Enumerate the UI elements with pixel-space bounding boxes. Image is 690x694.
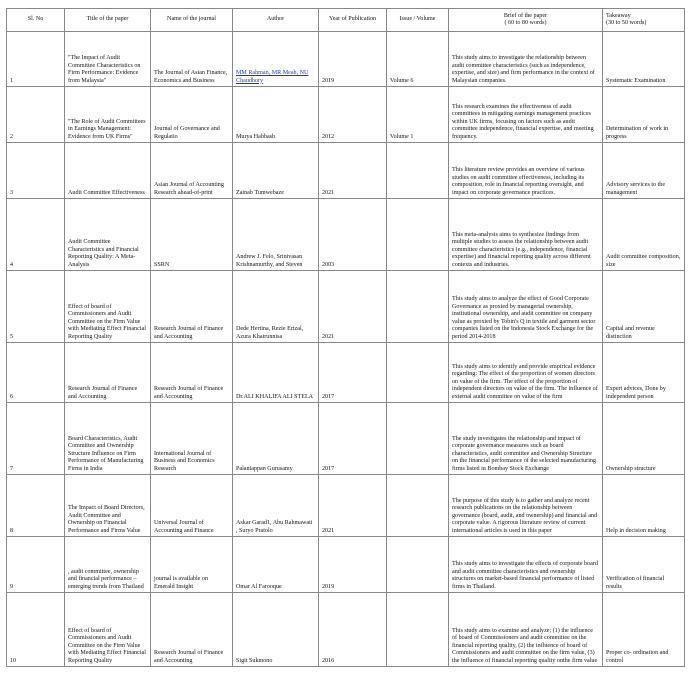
cell-year: 2012: [319, 87, 387, 143]
cell-title: "The Impact of Audit Committee Characteristics on Firm Performance: Evidence from Malaysia": [65, 32, 151, 87]
cell-journal: The Journal of Asian Finance, Economics and Business: [151, 32, 233, 87]
cell-author: Andrew J. Felo, Srinivasan Krishnamurthy, and Steven: [233, 199, 319, 271]
cell-brief: This study aims to examine and analyze; (1) the influence of board of Commissioners and audit committee on the financial reporting quality, (2) the influence of board of Commissioners and audit committee on the firm value, (3) the influence of financial reporting quality onthe firm value: [449, 593, 603, 667]
cell-journal: Asian Journal of Accounting Research ahead-of-print: [151, 143, 233, 199]
cell-sl-no: 1: [7, 32, 65, 87]
cell-takeaway: Audit committee composition, size: [603, 199, 685, 271]
cell-takeaway: Help in decision making: [603, 475, 685, 537]
cell-brief: The purpose of this study is to gather and analyze recent research publications on the relationship between governance (board, audit, and ownership) and financial and corporate value. A rigorous literature review of current international articles is used in this paper: [449, 475, 603, 537]
cell-title: , audit committee, ownership and financial performance – emerging trends from Thailand: [65, 537, 151, 593]
cell-year: 2003: [319, 199, 387, 271]
cell-author: Dr.ALI KHALIFA ALI STELA: [233, 343, 319, 403]
cell-journal: Research Journal of Finance and Accounting: [151, 343, 233, 403]
cell-journal: International Journal of Business and Economics Research: [151, 403, 233, 475]
header-issue: Issue / Volume: [387, 9, 449, 32]
cell-year: 2019: [319, 32, 387, 87]
cell-journal: SSRN: [151, 199, 233, 271]
cell-takeaway: Determination of work in progress: [603, 87, 685, 143]
cell-year: 2021: [319, 271, 387, 343]
cell-brief: This study aims to investigate the effects of corporate board and audit committee characteristics and ownership structures on market-based financial performance of listed firms in Thailand.: [449, 537, 603, 593]
cell-issue: [387, 199, 449, 271]
cell-issue: [387, 403, 449, 475]
literature-review-table: [6, 8, 685, 667]
cell-sl-no: 8: [7, 475, 65, 537]
cell-title: Research Journal of Finance and Accounting: [65, 343, 151, 403]
cell-brief: The study investigates the relationship and impact of corporate governance measures such as board characteristics, audit committee and Ownership Structure on the financial performance of the selected manufacturing firms listed in Bombay Stock Exchange: [449, 403, 603, 475]
cell-sl-no: 4: [7, 199, 65, 271]
cell-takeaway: Advisory services to the management: [603, 143, 685, 199]
table-row: [7, 87, 685, 143]
cell-author: Sigit Sukmono: [233, 593, 319, 667]
cell-takeaway: Capital and revenue distinction: [603, 271, 685, 343]
cell-sl-no: 6: [7, 343, 65, 403]
table-row: [7, 403, 685, 475]
cell-title: Board Characteristics, Audit Committee and Ownership Structure Influence on Firm Performance of Manufacturing Firms in India: [65, 403, 151, 475]
cell-sl-no: 3: [7, 143, 65, 199]
header-journal: Name of the journal: [151, 9, 233, 32]
header-sl-no: Sl. No: [7, 9, 65, 32]
cell-journal: Research Journal of Finance and Accounting: [151, 593, 233, 667]
cell-year: 2019: [319, 537, 387, 593]
table-row: [7, 32, 685, 87]
cell-author: Omar Al Farooque: [233, 537, 319, 593]
cell-journal: Journal of Governance and Regulatio: [151, 87, 233, 143]
cell-issue: Volume 6: [387, 32, 449, 87]
cell-brief: This meta-analysis aims to synthesize findings from multiple studies to assess the relationship between audit committee characteristics (e.g., independence, financial expertise) and financial reporting quality across different contexts and industries.: [449, 199, 603, 271]
cell-sl-no: 5: [7, 271, 65, 343]
cell-sl-no: 9: [7, 537, 65, 593]
cell-journal: Research Journal of Finance and Accounting: [151, 271, 233, 343]
header-row: [7, 9, 685, 32]
cell-title: Audit Committee Effectiveness: [65, 143, 151, 199]
table-row: [7, 475, 685, 537]
author-link[interactable]: MM Rahman, MR Meah, NU Chaudhory: [236, 70, 309, 84]
cell-author: Zainab Tumwebaze: [233, 143, 319, 199]
header-title: Title of the paper: [65, 9, 151, 32]
table-row: [7, 537, 685, 593]
cell-author: Palaniappan Gurusamy: [233, 403, 319, 475]
cell-takeaway: Ownership structure: [603, 403, 685, 475]
cell-takeaway: Verification of financial results: [603, 537, 685, 593]
cell-year: 2017: [319, 343, 387, 403]
cell-issue: [387, 475, 449, 537]
cell-author: [233, 32, 319, 87]
cell-brief: This literature review provides an overview of various studies on audit committee effectiveness, including its composition, role in financial reporting oversight, and impact on corporate governance practices.: [449, 143, 603, 199]
header-year: Year of Publication: [319, 9, 387, 32]
cell-issue: [387, 537, 449, 593]
header-takeaway-line2: (30 to 50 words): [606, 20, 647, 26]
cell-sl-no: 7: [7, 403, 65, 475]
cell-author: Askar Garad1, Abu Rahmawati , Suryo Pratolo: [233, 475, 319, 537]
cell-brief: This research examines the effectiveness of audit committees in mitigating earnings management practices within UK firms, focusing on factors such as audit committee independence, financial expertise, and meeting frequency.: [449, 87, 603, 143]
cell-title: Effect of board of Commissioners and Audit Committee on the Firm Value with Mediating Effect Financial Reporting Quality: [65, 593, 151, 667]
table-row: [7, 271, 685, 343]
table-row: [7, 593, 685, 667]
cell-brief: This study aims to investigate the relationship between audit committee characteristics (such as independence, expertise, and size) and firm performance in the context of Malaysian companies.: [449, 32, 603, 87]
cell-sl-no: 10: [7, 593, 65, 667]
cell-issue: [387, 593, 449, 667]
cell-journal: journal is available on Emerald Insight: [151, 537, 233, 593]
cell-title: "The Role of Audit Committees in Earnings Management: Evidence from UK Firms": [65, 87, 151, 143]
cell-takeaway: Proper co- ordination and control: [603, 593, 685, 667]
table-row: [7, 343, 685, 403]
cell-sl-no: 2: [7, 87, 65, 143]
header-author: Author: [233, 9, 319, 32]
cell-brief: This study aims to analyze the effect of Good Corporate Governance as proxied by managerial ownership, institutional ownership, and audit committee on company value as proxied by Tobin's Q in textile and garment sector companies listed on the Indonesia Stock Exchange for the period 2014-2018: [449, 271, 603, 343]
header-takeaway: [603, 9, 685, 32]
cell-journal: Universal Journal of Accounting and Finance: [151, 475, 233, 537]
cell-year: 2021: [319, 143, 387, 199]
cell-author: Murya Habbash: [233, 87, 319, 143]
cell-title: Audit Committee Characteristics and Financial Reporting Quality: A Meta-Analysis: [65, 199, 151, 271]
cell-takeaway: Expert advices, Done by independent person: [603, 343, 685, 403]
header-brief: [449, 9, 603, 32]
header-takeaway-line1: Takeaway: [606, 12, 631, 19]
cell-author: Dede Hertina, Rezie Erizal, Azura Khairunnisa: [233, 271, 319, 343]
table-row: [7, 199, 685, 271]
header-brief-line2: ( 60 to 80 words): [504, 20, 547, 26]
cell-year: 2016: [319, 593, 387, 667]
cell-issue: [387, 343, 449, 403]
cell-issue: [387, 271, 449, 343]
cell-year: 2021: [319, 475, 387, 537]
cell-year: 2017: [319, 403, 387, 475]
cell-title: Effect of board of Commissioners and Audit Committee on the Firm Value with Mediating Effect Financial Reporting Quality: [65, 271, 151, 343]
header-brief-line1: Brief of the paper: [503, 12, 548, 19]
cell-brief: This study aims to identify and provide empirical evidence regarding: The effect of the proportion of women directors on value of the firm. The effect of the proportion of independent directors on value of the firm. The influence of external audit committee on value of the firm: [449, 343, 603, 403]
table-body: [7, 32, 685, 667]
cell-issue: Volume 1: [387, 87, 449, 143]
table-row: [7, 143, 685, 199]
cell-title: The Impact of Board Directors, Audit Committee and Ownership on Financial Performance and Firms Value: [65, 475, 151, 537]
cell-takeaway: Systematic Examination: [603, 32, 685, 87]
cell-issue: [387, 143, 449, 199]
